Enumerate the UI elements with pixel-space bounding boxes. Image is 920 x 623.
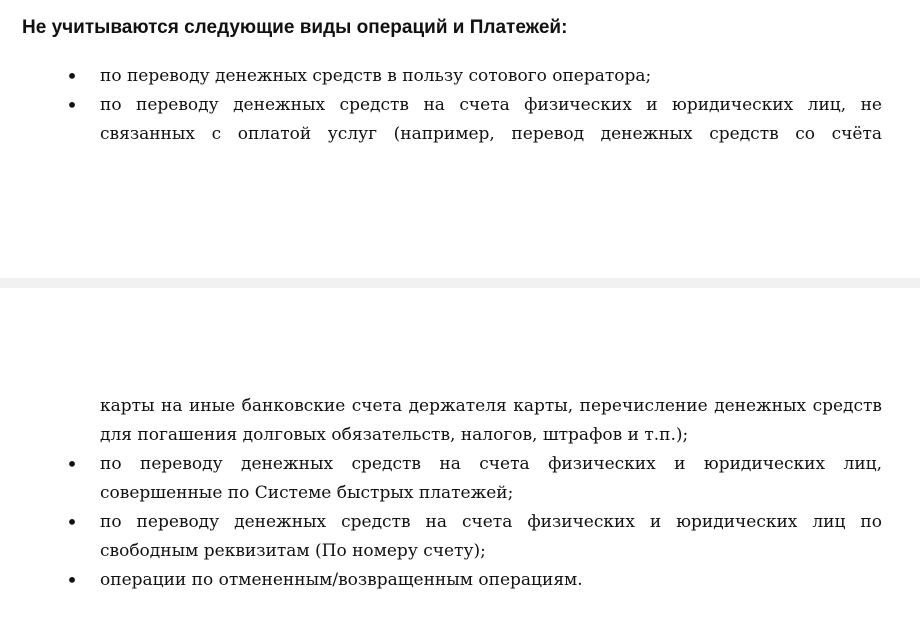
bullet-icon: • xyxy=(66,64,78,88)
list-item xyxy=(0,508,920,566)
section-heading: Не учитываются следующие виды операций и Платежей: xyxy=(22,17,568,38)
list-item xyxy=(0,62,920,91)
list-item xyxy=(0,450,920,508)
list-item-text: по переводу денежных средств на счета физических и юридических лиц, совершенные по Системе быстрых платежей; xyxy=(100,454,882,503)
page-break-divider xyxy=(0,278,920,288)
list-item-text: карты на иные банковские счета держателя карты, перечисление денежных средств для погашения долговых обязательств, налогов, штрафов и т.п.); xyxy=(100,396,882,445)
excluded-operations-list-page-1 xyxy=(0,62,920,149)
bullet-icon: • xyxy=(66,568,78,592)
list-item xyxy=(0,91,920,149)
list-item xyxy=(0,566,920,595)
bullet-icon: • xyxy=(66,93,78,117)
excluded-operations-list-page-2 xyxy=(0,392,920,595)
list-item-text: по переводу денежных средств на счета физических и юридических лиц, не связанных с оплатой услуг (например, перевод денежных средств со счёта xyxy=(100,95,882,144)
list-item-text: по переводу денежных средств в пользу сотового оператора; xyxy=(100,66,652,86)
list-item-text: по переводу денежных средств на счета физических и юридических лиц по свободным реквизитам (По номеру счету); xyxy=(100,512,882,561)
list-item-continuation xyxy=(0,392,920,450)
bullet-icon: • xyxy=(66,510,78,534)
bullet-icon: • xyxy=(66,452,78,476)
list-item-text: операции по отмененным/возвращенным операциям. xyxy=(100,570,583,590)
